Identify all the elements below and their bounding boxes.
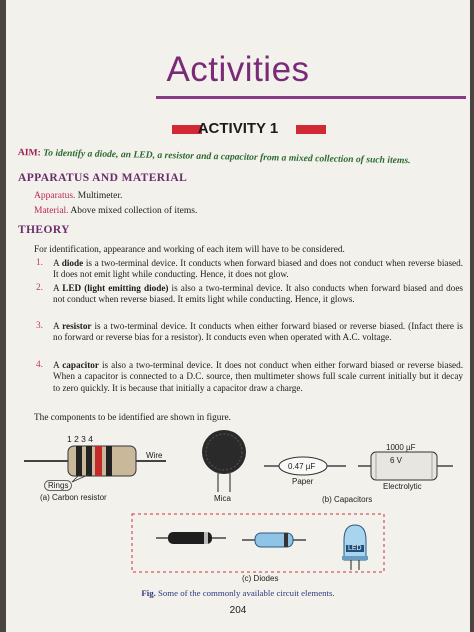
activity-heading: ACTIVITY 1 [197, 120, 279, 137]
term-diode: diode [61, 258, 84, 268]
term-resistor: resistor [62, 321, 92, 331]
theory-item-diode: A diode is a two-terminal device. It conducts when forward biased and does not conduct when reverse biased. It does not emit light while conducting. Hence, it does not glow. [53, 258, 463, 280]
capacitors-caption: (b) Capacitors [322, 495, 373, 504]
page-title: Activities [166, 50, 310, 89]
ring-numbers: 1 2 3 4 [67, 434, 93, 444]
theory-heading: THEORY [18, 224, 70, 236]
carbon-resistor-caption: (a) Carbon resistor [40, 493, 107, 502]
electrolytic-voltage: 6 V [390, 456, 403, 465]
led-label: LED [348, 545, 362, 552]
textbook-page [6, 0, 470, 632]
carbon-resistor-drawing [24, 446, 166, 482]
paper-label: Paper [292, 477, 314, 486]
aim-text: To identify a diode, an LED, a resistor and a capacitor from a mixed collection of such items. [43, 147, 411, 167]
theory-item-resistor: A resistor is a two-terminal device. It conducts when either forward biased or reverse biased. (Infact there is no forward or reverse bias for a resistor). It conducts even when operated with A.C. voltage. [53, 321, 463, 343]
item-number: 3. [36, 321, 43, 331]
apparatus-label: Apparatus. [34, 191, 76, 201]
figure-caption [6, 588, 470, 598]
diodes-caption: (c) Diodes [242, 574, 279, 583]
paper-capacitor-value: 0.47 µF [288, 462, 316, 471]
figure-label: Fig. [141, 588, 156, 598]
material-label: Material. [34, 206, 69, 216]
item-number: 2. [36, 283, 43, 293]
aim-label: AIM: [17, 147, 41, 159]
mica-capacitor-drawing [202, 430, 246, 492]
theory-item-led: A LED (light emitting diode) is also a two-terminal device. It also conducts when forward biased and does not conduct when reverse biased. It emits light while conducting. Hence, it glows. [53, 283, 463, 305]
theory-item-capacitor: A capacitor is also a two-terminal device. It does not conduct when either forward biased or reverse biased. When a capacitor is connected to a D.C. source, then multimeter shows full scale current initially but it decay to zero quickly. It is because that initially a capacitor draw a charge. [53, 360, 463, 393]
item-number: 1. [36, 258, 43, 268]
mica-label: Mica [214, 494, 231, 503]
diode-drawing [156, 532, 226, 544]
wire-label: Wire [146, 451, 163, 460]
glass-diode-drawing [242, 533, 306, 547]
electrolytic-value: 1000 µF [386, 443, 416, 452]
apparatus-text: Multimeter. [77, 191, 123, 201]
apparatus-heading: APPARATUS AND MATERIAL [18, 172, 188, 184]
theory-intro: For identification, appearance and working of each item will have to be considered. [34, 245, 345, 255]
figure-caption-text: Some of the commonly available circuit elements. [158, 588, 335, 598]
term-led: LED (light emitting diode) [62, 283, 169, 293]
electrolytic-label: Electrolytic [383, 482, 422, 491]
page-number: 204 [229, 605, 247, 616]
components-figure [6, 0, 470, 632]
components-line: The components to be identified are shown in figure. [34, 413, 231, 423]
term-capacitor: capacitor [62, 360, 99, 370]
electrolytic-capacitor-drawing [358, 452, 453, 480]
item-number: 4. [36, 360, 43, 370]
material-text: Above mixed collection of items. [70, 206, 198, 216]
rings-label: Rings [44, 480, 72, 491]
